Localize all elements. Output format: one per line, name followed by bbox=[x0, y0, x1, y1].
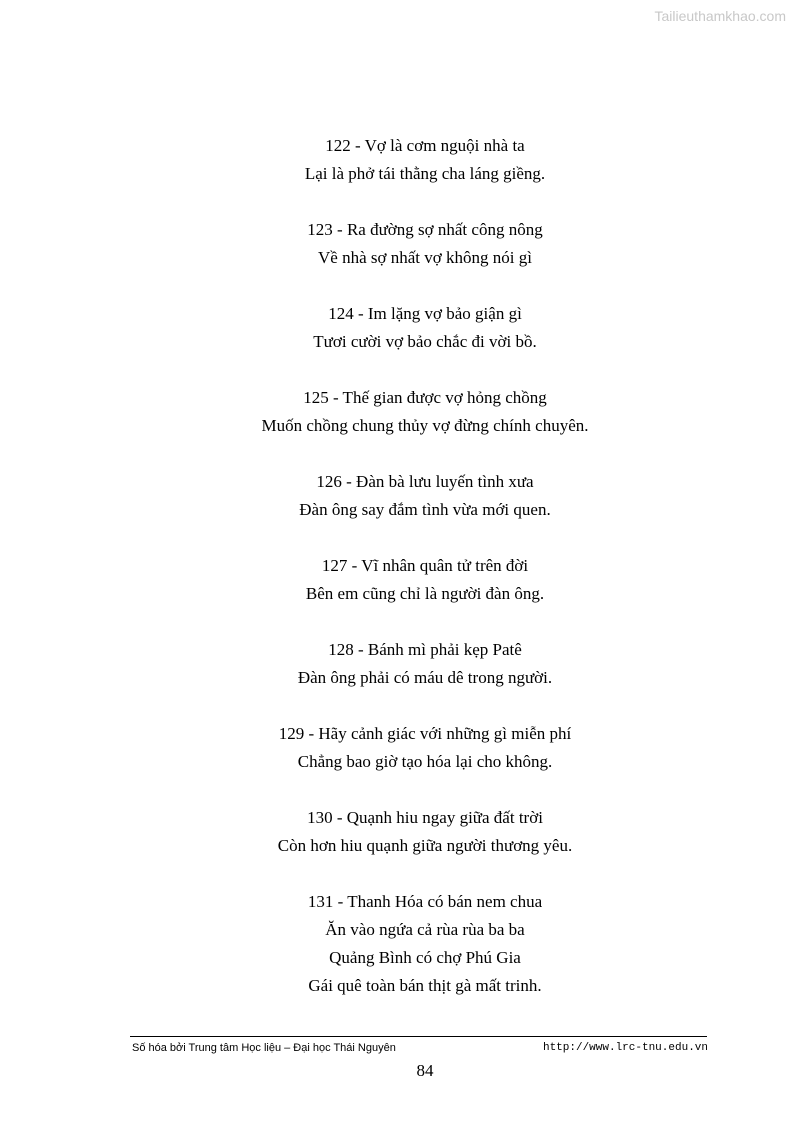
stanza-129 bbox=[0, 720, 794, 776]
poem-line: Đàn ông say đắm tình vừa mới quen. bbox=[299, 500, 551, 519]
poem-line: Quảng Bình có chợ Phú Gia bbox=[329, 948, 521, 967]
poem-line: Gái quê toàn bán thịt gà mất trinh. bbox=[308, 976, 542, 995]
footer-divider bbox=[130, 1036, 707, 1037]
poem-line: Về nhà sợ nhất vợ không nói gì bbox=[318, 248, 532, 267]
poem-line: 128 - Bánh mì phải kẹp Patê bbox=[328, 640, 522, 659]
poem-line: Muốn chồng chung thủy vợ đừng chính chuyên. bbox=[261, 416, 589, 435]
poem-line: Tươi cười vợ bảo chắc đi vời bồ. bbox=[313, 332, 537, 351]
stanza-126 bbox=[0, 468, 794, 524]
stanza-125 bbox=[0, 384, 794, 440]
poem-line: Bên em cũng chỉ là người đàn ông. bbox=[305, 584, 545, 603]
watermark: Tailieuthamkhao.com bbox=[654, 8, 786, 24]
stanza-127 bbox=[0, 552, 794, 608]
stanza-131 bbox=[0, 888, 794, 1000]
poem-line: Lại là phở tái thằng cha láng giềng. bbox=[304, 164, 546, 183]
poem-line: 127 - Vĩ nhân quân tử trên đời bbox=[321, 556, 529, 575]
poem-line: 126 - Đàn bà lưu luyến tình xưa bbox=[316, 472, 534, 491]
poem-line: 124 - Im lặng vợ bảo giận gì bbox=[328, 304, 522, 323]
poem-line: Ăn vào ngứa cả rùa rùa ba ba bbox=[325, 920, 525, 939]
poem-line: 123 - Ra đường sợ nhất công nông bbox=[307, 220, 543, 239]
stanza-128 bbox=[0, 636, 794, 692]
poem-line: Chẳng bao giờ tạo hóa lại cho không. bbox=[297, 752, 553, 771]
stanza-130 bbox=[0, 804, 794, 860]
poem-line: Còn hơn hiu quạnh giữa người thương yêu. bbox=[277, 836, 573, 855]
poem-line: Đàn ông phải có máu dê trong người. bbox=[297, 668, 553, 687]
poem-line: 125 - Thế gian được vợ hỏng chồng bbox=[303, 388, 547, 407]
poem-line: 130 - Quạnh hiu ngay giữa đất trời bbox=[307, 808, 543, 827]
poem-list bbox=[0, 132, 794, 1028]
stanza-123 bbox=[0, 216, 794, 272]
footer-credit: Số hóa bởi Trung tâm Học liệu – Đại học Thái Nguyên bbox=[132, 1042, 396, 1054]
poem-line: 131 - Thanh Hóa có bán nem chua bbox=[307, 892, 543, 911]
page-number: 84 bbox=[416, 1061, 434, 1080]
stanza-124 bbox=[0, 300, 794, 356]
poem-line: 129 - Hãy cảnh giác với những gì miễn phí bbox=[278, 724, 572, 743]
stanza-122 bbox=[0, 132, 794, 188]
poem-line: 122 - Vợ là cơm nguội nhà ta bbox=[325, 136, 525, 155]
footer-url: http://www.lrc-tnu.edu.vn bbox=[542, 1042, 708, 1054]
